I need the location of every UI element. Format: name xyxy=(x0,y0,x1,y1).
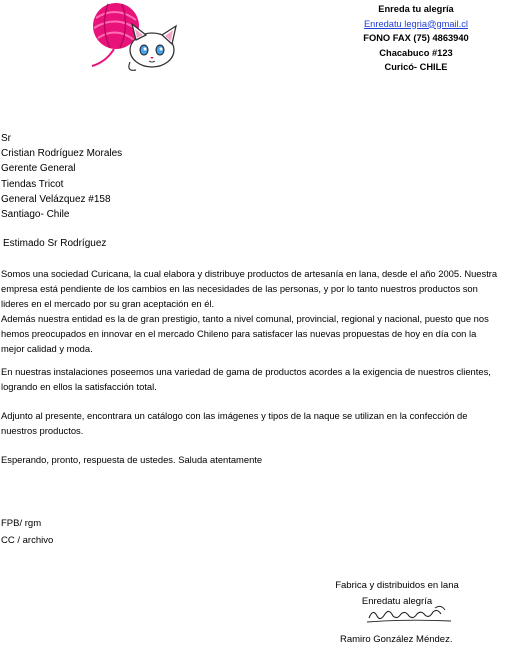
recipient-title: Sr xyxy=(1,133,11,144)
yarn-kitten-logo-icon xyxy=(86,0,196,78)
paragraph-farewell: Esperando, pronto, respuesta de ustedes. Saluda atentamente xyxy=(1,453,263,465)
greeting: Estimado Sr Rodríguez xyxy=(3,238,107,249)
carbon-copy: CC / archivo xyxy=(1,535,54,546)
closing-line-1: Fabrica y distribuidos en lana xyxy=(335,580,459,591)
phone-fax: FONO FAX (75) 4863940 xyxy=(363,33,469,43)
recipient-address: General Velázquez #158 xyxy=(1,193,111,205)
signer-name: Ramiro González Méndez. xyxy=(340,634,453,645)
city-country: Curicó- CHILE xyxy=(384,62,448,72)
handwritten-signature xyxy=(365,602,455,628)
recipient-name: Cristian Rodríguez Morales xyxy=(1,148,123,160)
street-address: Chacabuco #123 xyxy=(379,47,453,58)
paragraph-intro: Somos una sociedad Curicana, la cual elabora y distribuye productos de artesanía en lana, desde el año 2005. Nuestra empresa está pendiente de los cambios en las necesidades de las personas, y por lo tanto nuestros productos son lideres en el mercado por su gran aceptación en él. xyxy=(1,268,498,310)
email-link[interactable]: Enredatu legria@gmail.cl xyxy=(363,18,468,29)
paragraph-catalog: Adjunto al presente, encontrara un catálogo con las imágenes y tipos de la naque se utilizan en la confección de nuestros productos. xyxy=(1,409,468,436)
letterhead xyxy=(348,2,484,75)
recipient-position: Gerente General xyxy=(1,163,76,175)
paragraph-facilities: En nuestras instalaciones poseemos una variedad de gama de productos acordes a la exigencia de nuestros clientes, logrando en ellos la satisfacción total. xyxy=(1,365,491,392)
reference-block xyxy=(1,515,53,549)
recipient-city: Santiago- Chile xyxy=(1,209,70,221)
closing-line-2: Enredatu alegría xyxy=(361,595,433,607)
company-logo xyxy=(86,0,196,78)
paragraph-prestige: Además nuestra entidad es la de gran prestigio, tanto a nivel comunal, provincial, regional y nacional, puesto que nos hemos preocupados en innovar en el mercado Chileno para satisfacer las nuevas propuestas de hoy en día con la mejor calidad y moda. xyxy=(1,313,489,355)
recipient-company: Tiendas Tricot xyxy=(1,178,64,190)
letter-body xyxy=(1,266,501,467)
recipient-block xyxy=(1,131,122,222)
initials: FPB/ rgm xyxy=(1,518,42,529)
company-name: Enreda tu alegría xyxy=(378,4,454,14)
